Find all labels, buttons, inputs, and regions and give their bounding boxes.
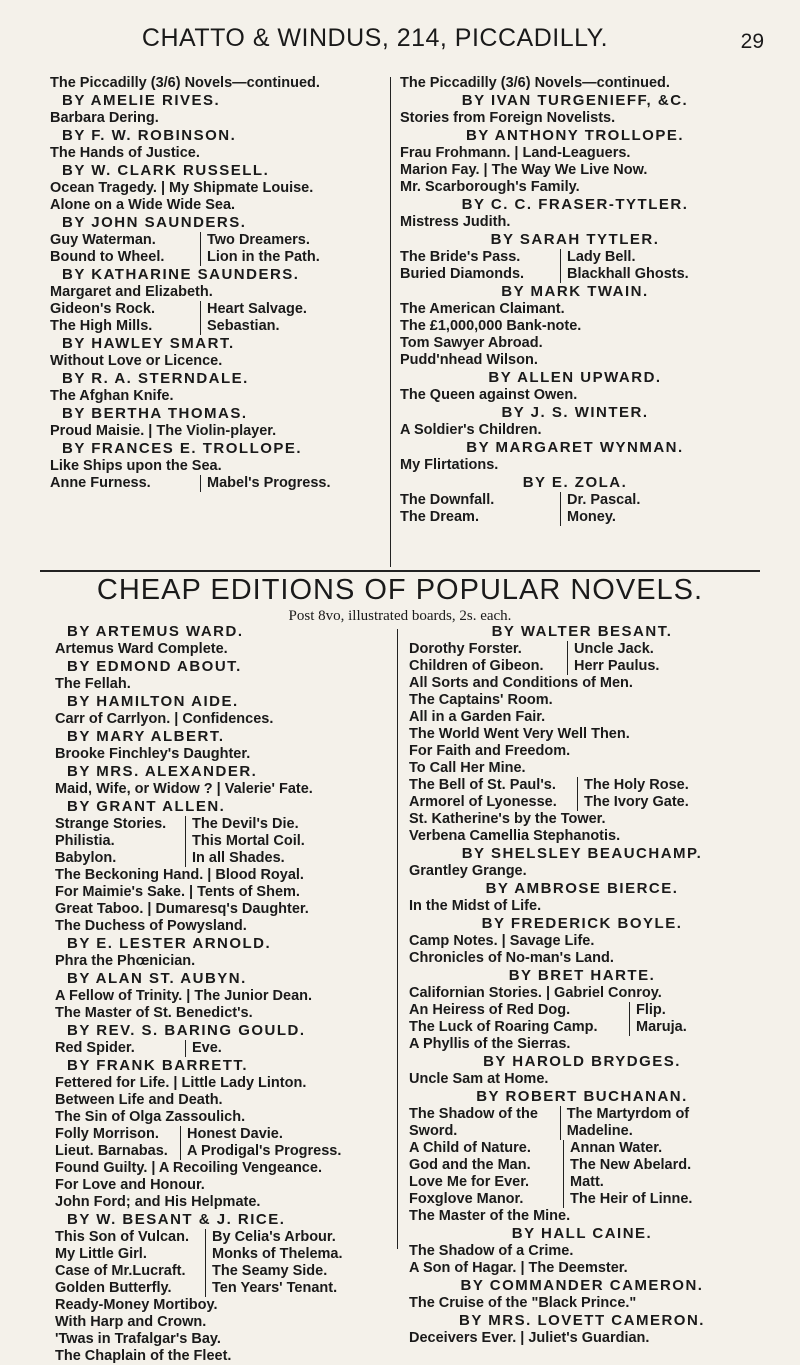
book-title: Ocean Tragedy. | My Shipmate Louise.	[50, 180, 314, 196]
book-title: In all Shades.	[192, 850, 285, 866]
left-top-caption: The Piccadilly (3/6) Novels—continued.	[50, 75, 320, 91]
book-title: Alone on a Wide Wide Sea.	[50, 197, 236, 213]
book-title: Case of Mr.Lucraft.	[55, 1263, 206, 1280]
book-title-pair	[50, 318, 380, 335]
book-title-pair	[400, 509, 750, 526]
book-title-pair	[55, 1229, 390, 1246]
book-title: Honest Davie.	[187, 1126, 283, 1142]
book-title: Uncle Sam at Home.	[409, 1071, 549, 1087]
book-title: Mr. Scarborough's Family.	[400, 179, 580, 195]
book-title: Philistia.	[55, 833, 186, 850]
book-title: The Dream.	[400, 509, 561, 526]
page-header	[0, 24, 800, 68]
publisher-heading: CHATTO & WINDUS, 214, PICCADILLY.	[141, 24, 609, 52]
book-title-pair	[409, 641, 755, 658]
book-title: The Martyrdom of Madeline.	[566, 1106, 690, 1139]
book-title: Dorothy Forster.	[409, 641, 568, 658]
book-title: Monks of Thelema.	[212, 1246, 343, 1262]
book-title: Mistress Judith.	[400, 214, 511, 230]
book-title: Strange Stories.	[55, 816, 186, 833]
author-heading: BY GRANT ALLEN.	[67, 798, 226, 815]
author-heading: BY HAROLD BRYDGES.	[483, 1053, 681, 1070]
book-title: Dr. Pascal.	[567, 492, 641, 508]
book-title: This Mortal Coil.	[192, 833, 305, 849]
author-heading: BY MRS. LOVETT CAMERON.	[459, 1312, 705, 1329]
book-title: Phra the Phœnician.	[55, 953, 196, 969]
book-title: Bound to Wheel.	[50, 249, 201, 266]
book-title: The Fellah.	[55, 676, 131, 692]
author-heading: BY IVAN TURGENIEFF, &C.	[461, 92, 689, 109]
book-title-pair	[400, 492, 750, 509]
author-heading: BY ROBERT BUCHANAN.	[476, 1088, 688, 1105]
book-title: A Prodigal's Progress.	[187, 1143, 342, 1159]
author-heading: BY WALTER BESANT.	[491, 623, 673, 640]
book-title: Ten Years' Tenant.	[212, 1280, 338, 1296]
book-title: Stories from Foreign Novelists.	[400, 110, 616, 126]
book-title: For Love and Honour.	[55, 1177, 205, 1193]
book-title: Barbara Dering.	[50, 110, 159, 126]
author-heading: BY FRANK BARRETT.	[67, 1057, 249, 1074]
author-heading: BY SARAH TYTLER.	[490, 231, 660, 248]
book-title: Frau Frohmann. | Land-Leaguers.	[400, 145, 631, 161]
top-section	[50, 75, 750, 575]
author-heading: BY AMBROSE BIERCE.	[485, 880, 679, 897]
author-heading: BY MARGARET WYNMAN.	[466, 439, 684, 456]
author-heading: BY E. ZOLA.	[522, 474, 628, 491]
book-title: The Shadow of the Sword.	[409, 1106, 561, 1140]
book-title: Money.	[567, 509, 616, 525]
book-title-pair	[409, 1191, 755, 1208]
book-title: All in a Garden Fair.	[409, 709, 546, 725]
book-title: Lieut. Barnabas.	[55, 1143, 181, 1160]
book-title: Verbena Camellia Stephanotis.	[409, 828, 621, 844]
author-heading: BY BRET HARTE.	[508, 967, 656, 984]
book-title: The £1,000,000 Bank-note.	[400, 318, 582, 334]
book-title: Tom Sawyer Abroad.	[400, 335, 543, 351]
book-title: Folly Morrison.	[55, 1126, 181, 1143]
book-title-pair	[55, 833, 390, 850]
book-title: Chronicles of No-man's Land.	[409, 950, 614, 966]
author-heading: BY ALAN ST. AUBYN.	[67, 970, 247, 987]
author-heading: BY C. C. FRASER-TYTLER.	[461, 196, 689, 213]
book-title: This Son of Vulcan.	[55, 1229, 206, 1246]
author-heading: BY W. CLARK RUSSELL.	[62, 162, 270, 179]
book-title-pair	[409, 658, 755, 675]
banner-title: CHEAP EDITIONS OF POPULAR NOVELS.	[96, 574, 704, 606]
book-title: Anne Furness.	[50, 475, 201, 492]
book-title: Annan Water.	[570, 1140, 663, 1156]
book-title-pair	[50, 249, 380, 266]
book-title-pair	[409, 1174, 755, 1191]
right-bottom-column	[409, 623, 755, 1347]
author-heading: BY ALLEN UPWARD.	[488, 369, 662, 386]
book-title: The Holy Rose.	[584, 777, 689, 793]
book-title: The Cruise of the "Black Prince."	[409, 1295, 637, 1311]
book-title: The Chaplain of the Fleet.	[55, 1348, 232, 1364]
book-title: By Celia's Arbour.	[212, 1229, 336, 1245]
book-title: For Maimie's Sake. | Tents of Shem.	[55, 884, 300, 900]
book-title: My Little Girl.	[55, 1246, 206, 1263]
book-title: An Heiress of Red Dog.	[409, 1002, 630, 1019]
right-top-column	[400, 75, 750, 526]
book-title: Ready-Money Mortiboy.	[55, 1297, 218, 1313]
book-title: The Bell of St. Paul's.	[409, 777, 578, 794]
bottom-section	[55, 623, 755, 1364]
book-title: The Devil's Die.	[192, 816, 299, 832]
book-title: The New Abelard.	[570, 1157, 692, 1173]
book-title: Golden Butterfly.	[55, 1280, 206, 1297]
book-title: Red Spider.	[55, 1040, 186, 1057]
book-title: Deceivers Ever. | Juliet's Guardian.	[409, 1330, 650, 1346]
book-title-pair	[55, 816, 390, 833]
author-heading: BY KATHARINE SAUNDERS.	[62, 266, 300, 283]
book-title: Without Love or Licence.	[50, 353, 223, 369]
author-heading: BY E. LESTER ARNOLD.	[67, 935, 272, 952]
author-heading: BY ARTEMUS WARD.	[67, 623, 244, 640]
book-title: The Captains' Room.	[409, 692, 553, 708]
author-heading: BY F. W. ROBINSON.	[62, 127, 237, 144]
book-title: Camp Notes. | Savage Life.	[409, 933, 595, 949]
book-title: Grantley Grange.	[409, 863, 527, 879]
book-title: A Phyllis of the Sierras.	[409, 1036, 571, 1052]
author-heading: BY REV. S. BARING GOULD.	[67, 1022, 306, 1039]
book-title: The Afghan Knife.	[50, 388, 174, 404]
book-title: Fettered for Life. | Little Lady Linton.	[55, 1075, 307, 1091]
page-number: 29	[740, 30, 764, 53]
book-title: Gideon's Rock.	[50, 301, 201, 318]
book-title: The Beckoning Hand. | Blood Royal.	[55, 867, 304, 883]
book-title: Uncle Jack.	[574, 641, 654, 657]
book-title: Marion Fay. | The Way We Live Now.	[400, 162, 648, 178]
book-title: To Call Her Mine.	[409, 760, 526, 776]
book-title-pair	[409, 1157, 755, 1174]
author-heading: BY AMELIE RIVES.	[62, 92, 221, 109]
book-title: The American Claimant.	[400, 301, 565, 317]
book-title: 'Twas in Trafalgar's Bay.	[55, 1331, 221, 1347]
book-title: Guy Waterman.	[50, 232, 201, 249]
author-heading: BY COMMANDER CAMERON.	[460, 1277, 704, 1294]
author-heading: BY MARY ALBERT.	[67, 728, 225, 745]
book-title: Lady Bell.	[567, 249, 636, 265]
book-title-pair	[55, 1040, 390, 1057]
book-title-pair	[50, 232, 380, 249]
author-heading: BY HAMILTON AIDE.	[67, 693, 239, 710]
book-title-pair	[50, 301, 380, 318]
book-title-pair	[55, 1246, 390, 1263]
author-heading: BY HALL CAINE.	[511, 1225, 653, 1242]
author-heading: BY MRS. ALEXANDER.	[67, 763, 258, 780]
book-title-pair	[400, 249, 750, 266]
book-title: Between Life and Death.	[55, 1092, 223, 1108]
book-title: The High Mills.	[50, 318, 201, 335]
book-title: Flip.	[636, 1002, 666, 1018]
book-title: Californian Stories. | Gabriel Conroy.	[409, 985, 662, 1001]
book-title: A Son of Hagar. | The Deemster.	[409, 1260, 628, 1276]
book-title: God and the Man.	[409, 1157, 564, 1174]
book-title: For Faith and Freedom.	[409, 743, 571, 759]
book-title: With Harp and Crown.	[55, 1314, 207, 1330]
book-title-pair	[55, 1126, 390, 1143]
book-title: The World Went Very Well Then.	[409, 726, 630, 742]
book-title: Artemus Ward Complete.	[55, 641, 228, 657]
author-heading: BY J. S. WINTER.	[501, 404, 649, 421]
book-title: The Duchess of Powysland.	[55, 918, 247, 934]
book-title: A Soldier's Children.	[400, 422, 542, 438]
book-title: Heart Salvage.	[207, 301, 307, 317]
book-title: John Ford; and His Helpmate.	[55, 1194, 261, 1210]
column-divider	[390, 77, 391, 567]
book-title: Lion in the Path.	[207, 249, 320, 265]
book-title: Buried Diamonds.	[400, 266, 561, 283]
book-title: Children of Gibeon.	[409, 658, 568, 675]
book-title-pair	[55, 1280, 390, 1297]
book-title-pair	[50, 475, 380, 492]
book-title: The Seamy Side.	[212, 1263, 328, 1279]
book-title: St. Katherine's by the Tower.	[409, 811, 606, 827]
book-title: The Master of St. Benedict's.	[55, 1005, 253, 1021]
book-title: Love Me for Ever.	[409, 1174, 564, 1191]
author-heading: BY JOHN SAUNDERS.	[62, 214, 247, 231]
book-title: Maruja.	[636, 1019, 687, 1035]
book-title: My Flirtations.	[400, 457, 499, 473]
book-title: All Sorts and Conditions of Men.	[409, 675, 633, 691]
author-heading: BY EDMOND ABOUT.	[67, 658, 242, 675]
book-title: Great Taboo. | Dumaresq's Daughter.	[55, 901, 309, 917]
book-title: Brooke Finchley's Daughter.	[55, 746, 251, 762]
book-title-pair	[55, 850, 390, 867]
book-title: Carr of Carrlyon. | Confidences.	[55, 711, 274, 727]
book-title-pair	[409, 1019, 755, 1036]
book-title: Armorel of Lyonesse.	[409, 794, 578, 811]
book-title: The Ivory Gate.	[584, 794, 689, 810]
book-title: Pudd'nhead Wilson.	[400, 352, 538, 368]
book-title: Two Dreamers.	[207, 232, 310, 248]
book-title-pair	[400, 266, 750, 283]
author-heading: BY SHELSLEY BEAUCHAMP.	[461, 845, 703, 862]
book-title-pair	[55, 1143, 390, 1160]
book-title: The Bride's Pass.	[400, 249, 561, 266]
book-title: The Hands of Justice.	[50, 145, 200, 161]
book-title: The Heir of Linne.	[570, 1191, 693, 1207]
book-title: Foxglove Manor.	[409, 1191, 564, 1208]
book-title: The Luck of Roaring Camp.	[409, 1019, 630, 1036]
author-heading: BY FREDERICK BOYLE.	[481, 915, 683, 932]
author-heading: BY BERTHA THOMAS.	[62, 405, 248, 422]
book-title: A Child of Nature.	[409, 1140, 564, 1157]
author-heading: BY W. BESANT & J. RICE.	[67, 1211, 286, 1228]
book-title: Found Guilty. | A Recoiling Vengeance.	[55, 1160, 322, 1176]
book-title-pair	[409, 1002, 755, 1019]
book-title: Maid, Wife, or Widow ? | Valerie' Fate.	[55, 781, 313, 797]
book-title: Proud Maisie. | The Violin-player.	[50, 423, 277, 439]
book-title-pair	[409, 794, 755, 811]
author-heading: BY HAWLEY SMART.	[62, 335, 235, 352]
book-title-pair	[409, 1140, 755, 1157]
banner-rule	[40, 570, 760, 572]
left-top-column	[50, 75, 380, 492]
book-title: In the Midst of Life.	[409, 898, 542, 914]
cheap-editions-banner	[40, 570, 760, 625]
book-title: The Master of the Mine.	[409, 1208, 571, 1224]
author-heading: BY FRANCES E. TROLLOPE.	[62, 440, 303, 457]
book-title: Mabel's Progress.	[207, 475, 331, 491]
book-title: Like Ships upon the Sea.	[50, 458, 222, 474]
book-title: The Downfall.	[400, 492, 561, 509]
author-heading: BY R. A. STERNDALE.	[62, 370, 249, 387]
left-bottom-column	[55, 623, 390, 1365]
book-title: Blackhall Ghosts.	[567, 266, 689, 282]
book-title: A Fellow of Trinity. | The Junior Dean.	[55, 988, 313, 1004]
author-heading: BY MARK TWAIN.	[501, 283, 649, 300]
book-title: The Queen against Owen.	[400, 387, 578, 403]
book-title: Sebastian.	[207, 318, 280, 334]
book-title-pair	[55, 1263, 390, 1280]
column-divider	[397, 629, 398, 1249]
book-title: The Sin of Olga Zassoulich.	[55, 1109, 246, 1125]
book-title: Margaret and Elizabeth.	[50, 284, 213, 300]
book-title-pair	[409, 1106, 755, 1140]
book-title: Matt.	[570, 1174, 604, 1190]
banner-subtitle: Post 8vo, illustrated boards, 2s. each.	[288, 608, 512, 624]
right-top-caption: The Piccadilly (3/6) Novels—continued.	[400, 75, 670, 91]
book-title: The Shadow of a Crime.	[409, 1243, 574, 1259]
author-heading: BY ANTHONY TROLLOPE.	[465, 127, 685, 144]
book-title-pair	[409, 777, 755, 794]
book-title: Herr Paulus.	[574, 658, 660, 674]
book-title: Eve.	[192, 1040, 222, 1056]
book-title: Babylon.	[55, 850, 186, 867]
